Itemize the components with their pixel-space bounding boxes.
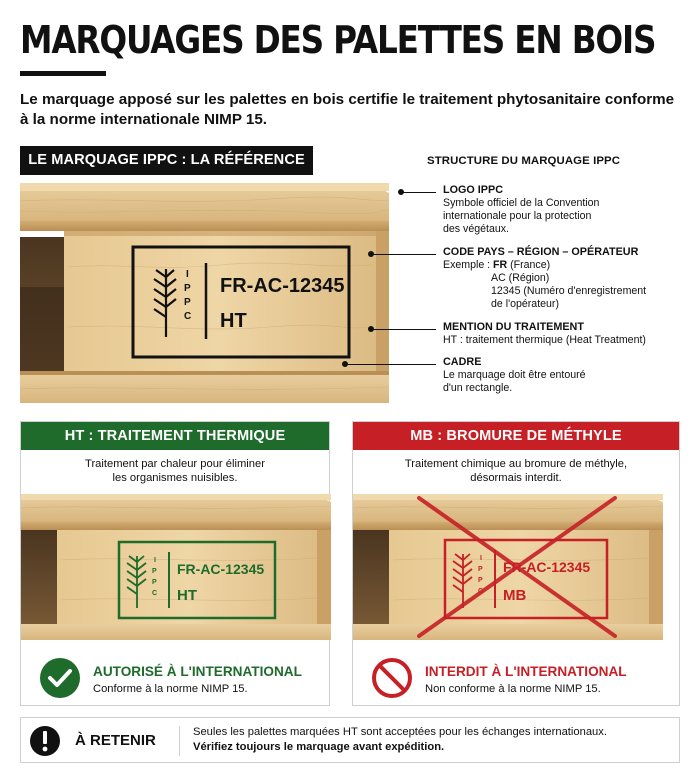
leader-dot-frame bbox=[342, 361, 348, 367]
panel-mb bbox=[352, 421, 680, 706]
structure-title: STRUCTURE DU MARQUAGE IPPC bbox=[427, 155, 621, 167]
panel-ht-header: HT : TRAITEMENT THERMIQUE bbox=[21, 422, 329, 450]
annotation-treatment: MENTION DU TRAITEMENT HT : traitement thermique (Heat Treatment) bbox=[443, 321, 646, 346]
panel-mb-header: MB : BROMURE DE MÉTHYLE bbox=[353, 422, 679, 450]
svg-text:I: I bbox=[186, 269, 189, 280]
svg-text:I: I bbox=[154, 557, 156, 564]
pallet-illustration-ippc bbox=[20, 177, 389, 403]
title-underline bbox=[20, 71, 106, 76]
prohibited-icon bbox=[371, 657, 413, 699]
leader-line-treatment bbox=[372, 329, 436, 330]
leader-line-code bbox=[372, 254, 436, 255]
svg-text:I: I bbox=[480, 555, 482, 562]
stamp-code: FR-AC-12345 bbox=[220, 275, 345, 297]
panel-ht-desc: Traitement par chaleur pour éliminer les organismes nuisibles. bbox=[85, 458, 265, 484]
stamp-treatment: HT bbox=[220, 310, 247, 332]
check-circle-icon bbox=[39, 657, 81, 699]
retain-label: À RETENIR bbox=[75, 732, 156, 749]
svg-text:P: P bbox=[478, 566, 483, 573]
svg-text:FR-AC-12345: FR-AC-12345 bbox=[503, 559, 591, 575]
leader-line-logo bbox=[402, 192, 436, 193]
pallet-illustration-ht bbox=[21, 490, 331, 640]
svg-text:C: C bbox=[152, 590, 158, 597]
page-title: MARQUAGES DES PALETTES EN BOIS bbox=[20, 18, 656, 62]
annotation-code: CODE PAYS – RÉGION – OPÉRATEUR Exemple : FR (France) AC (Région) 12345 (Numéro d'enregistrement de l'opérateur) bbox=[443, 246, 647, 310]
svg-text:C: C bbox=[184, 311, 192, 322]
verdict-ht-sub: Conforme à la norme NIMP 15. bbox=[93, 683, 248, 695]
panel-mb-desc: Traitement chimique au bromure de méthyle, désormais interdit. bbox=[404, 458, 628, 484]
verdict-mb-sub: Non conforme à la norme NIMP 15. bbox=[425, 683, 601, 695]
annotation-frame: CADRE Le marquage doit être entouré d'un rectangle. bbox=[443, 356, 586, 394]
reference-banner: LE MARQUAGE IPPC : LA RÉFÉRENCE bbox=[20, 146, 313, 175]
verdict-mb-title: INTERDIT À L'INTERNATIONAL bbox=[425, 664, 627, 679]
leader-line-frame bbox=[346, 364, 436, 365]
verdict-ht-title: AUTORISÉ À L'INTERNATIONAL bbox=[93, 664, 302, 679]
leader-dot-logo bbox=[398, 189, 404, 195]
retain-divider bbox=[179, 726, 180, 756]
svg-text:MB: MB bbox=[503, 587, 527, 604]
svg-text:P: P bbox=[184, 297, 191, 308]
svg-text:HT: HT bbox=[177, 587, 197, 604]
panel-ht bbox=[20, 421, 330, 706]
svg-text:P: P bbox=[478, 577, 483, 584]
retain-box bbox=[20, 717, 680, 763]
svg-text:FR-AC-12345: FR-AC-12345 bbox=[177, 561, 265, 577]
svg-text:P: P bbox=[184, 283, 191, 294]
annotation-logo: LOGO IPPC Symbole officiel de la Convention internationale pour la protection des végétaux. bbox=[443, 184, 600, 235]
exclamation-icon bbox=[29, 725, 61, 757]
leader-dot-treatment bbox=[368, 326, 374, 332]
svg-text:P: P bbox=[152, 579, 157, 586]
svg-text:P: P bbox=[152, 568, 157, 575]
leader-dot-code bbox=[368, 251, 374, 257]
retain-text: Seules les palettes marquées HT sont acceptées pour les échanges internationaux. Vérifiez toujours le marquage avant expédition. bbox=[193, 726, 607, 753]
intro-text: Le marquage apposé sur les palettes en bois certifie le traitement phytosanitaire conforme à la norme internationale NIMP 15. bbox=[20, 91, 675, 128]
pallet-illustration-mb bbox=[353, 490, 681, 640]
